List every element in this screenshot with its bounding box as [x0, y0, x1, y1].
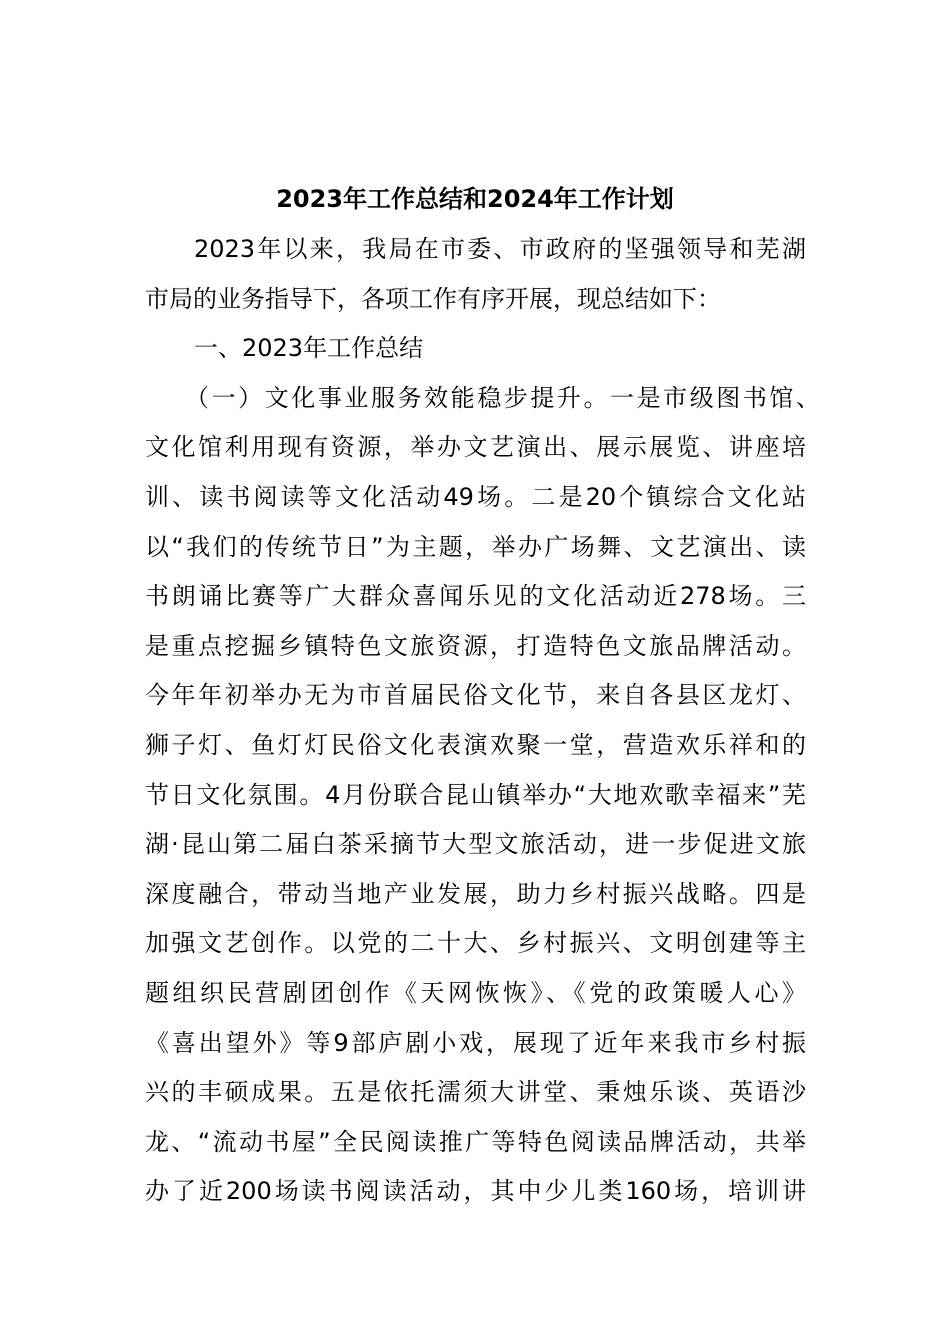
document-title: 2023年工作总结和2024年工作计划	[276, 185, 674, 213]
paragraph-line: 以“我们的传统节日”为主题，举办广场舞、文艺演出、读	[145, 532, 806, 561]
paragraph-line: 文化馆利用现有资源，举办文艺演出、展示展览、讲座培	[145, 433, 806, 462]
paragraph-line: 《喜出望外》等9部庐剧小戏，展现了近年来我市乡村振	[145, 1028, 806, 1057]
paragraph-line: 2023年以来，我局在市委、市政府的坚强领导和芜湖	[194, 235, 806, 263]
paragraph-line: 龙、“流动书屋”全民阅读推广等特色阅读品牌活动，共举	[145, 1127, 806, 1156]
paragraph-line: （一）文化事业服务效能稳步提升。一是市级图书馆、	[185, 383, 820, 412]
document-body	[145, 234, 820, 1226]
section-heading: 一、2023年工作总结	[194, 334, 424, 363]
paragraph-line: 深度融合，带动当地产业发展，助力乡村振兴战略。四是	[145, 879, 806, 908]
paragraph-line: 题组织民营剧团创作《天网恢恢》、《党的政策暖人心》	[145, 978, 806, 1007]
paragraph-line: 加强文艺创作。以党的二十大、乡村振兴、文明创建等主	[145, 929, 806, 958]
paragraph-line: 市局的业务指导下，各项工作有序开展，现总结如下：	[145, 284, 721, 313]
paragraph-line: 办了近200场读书阅读活动，其中少儿类160场，培训讲	[145, 1177, 806, 1206]
paragraph-line: 节日文化氛围。4月份联合昆山镇举办“大地欢歌幸福来”芜	[145, 780, 806, 809]
paragraph-line: 湖·昆山第二届白茶采摘节大型文旅活动，进一步促进文旅	[145, 830, 806, 859]
paragraph-line: 书朗诵比赛等广大群众喜闻乐见的文化活动近278场。三	[145, 582, 806, 611]
paragraph-line: 训、读书阅读等文化活动49场。二是20个镇综合文化站	[145, 482, 806, 511]
paragraph-line: 狮子灯、鱼灯灯民俗文化表演欢聚一堂，营造欢乐祥和的	[145, 730, 806, 759]
paragraph-line: 今年年初举办无为市首届民俗文化节，来自各县区龙灯、	[145, 681, 806, 710]
paragraph-line: 是重点挖掘乡镇特色文旅资源，打造特色文旅品牌活动。	[145, 631, 806, 660]
paragraph-line: 兴的丰硕成果。五是依托濡须大讲堂、秉烛乐谈、英语沙	[145, 1078, 806, 1107]
